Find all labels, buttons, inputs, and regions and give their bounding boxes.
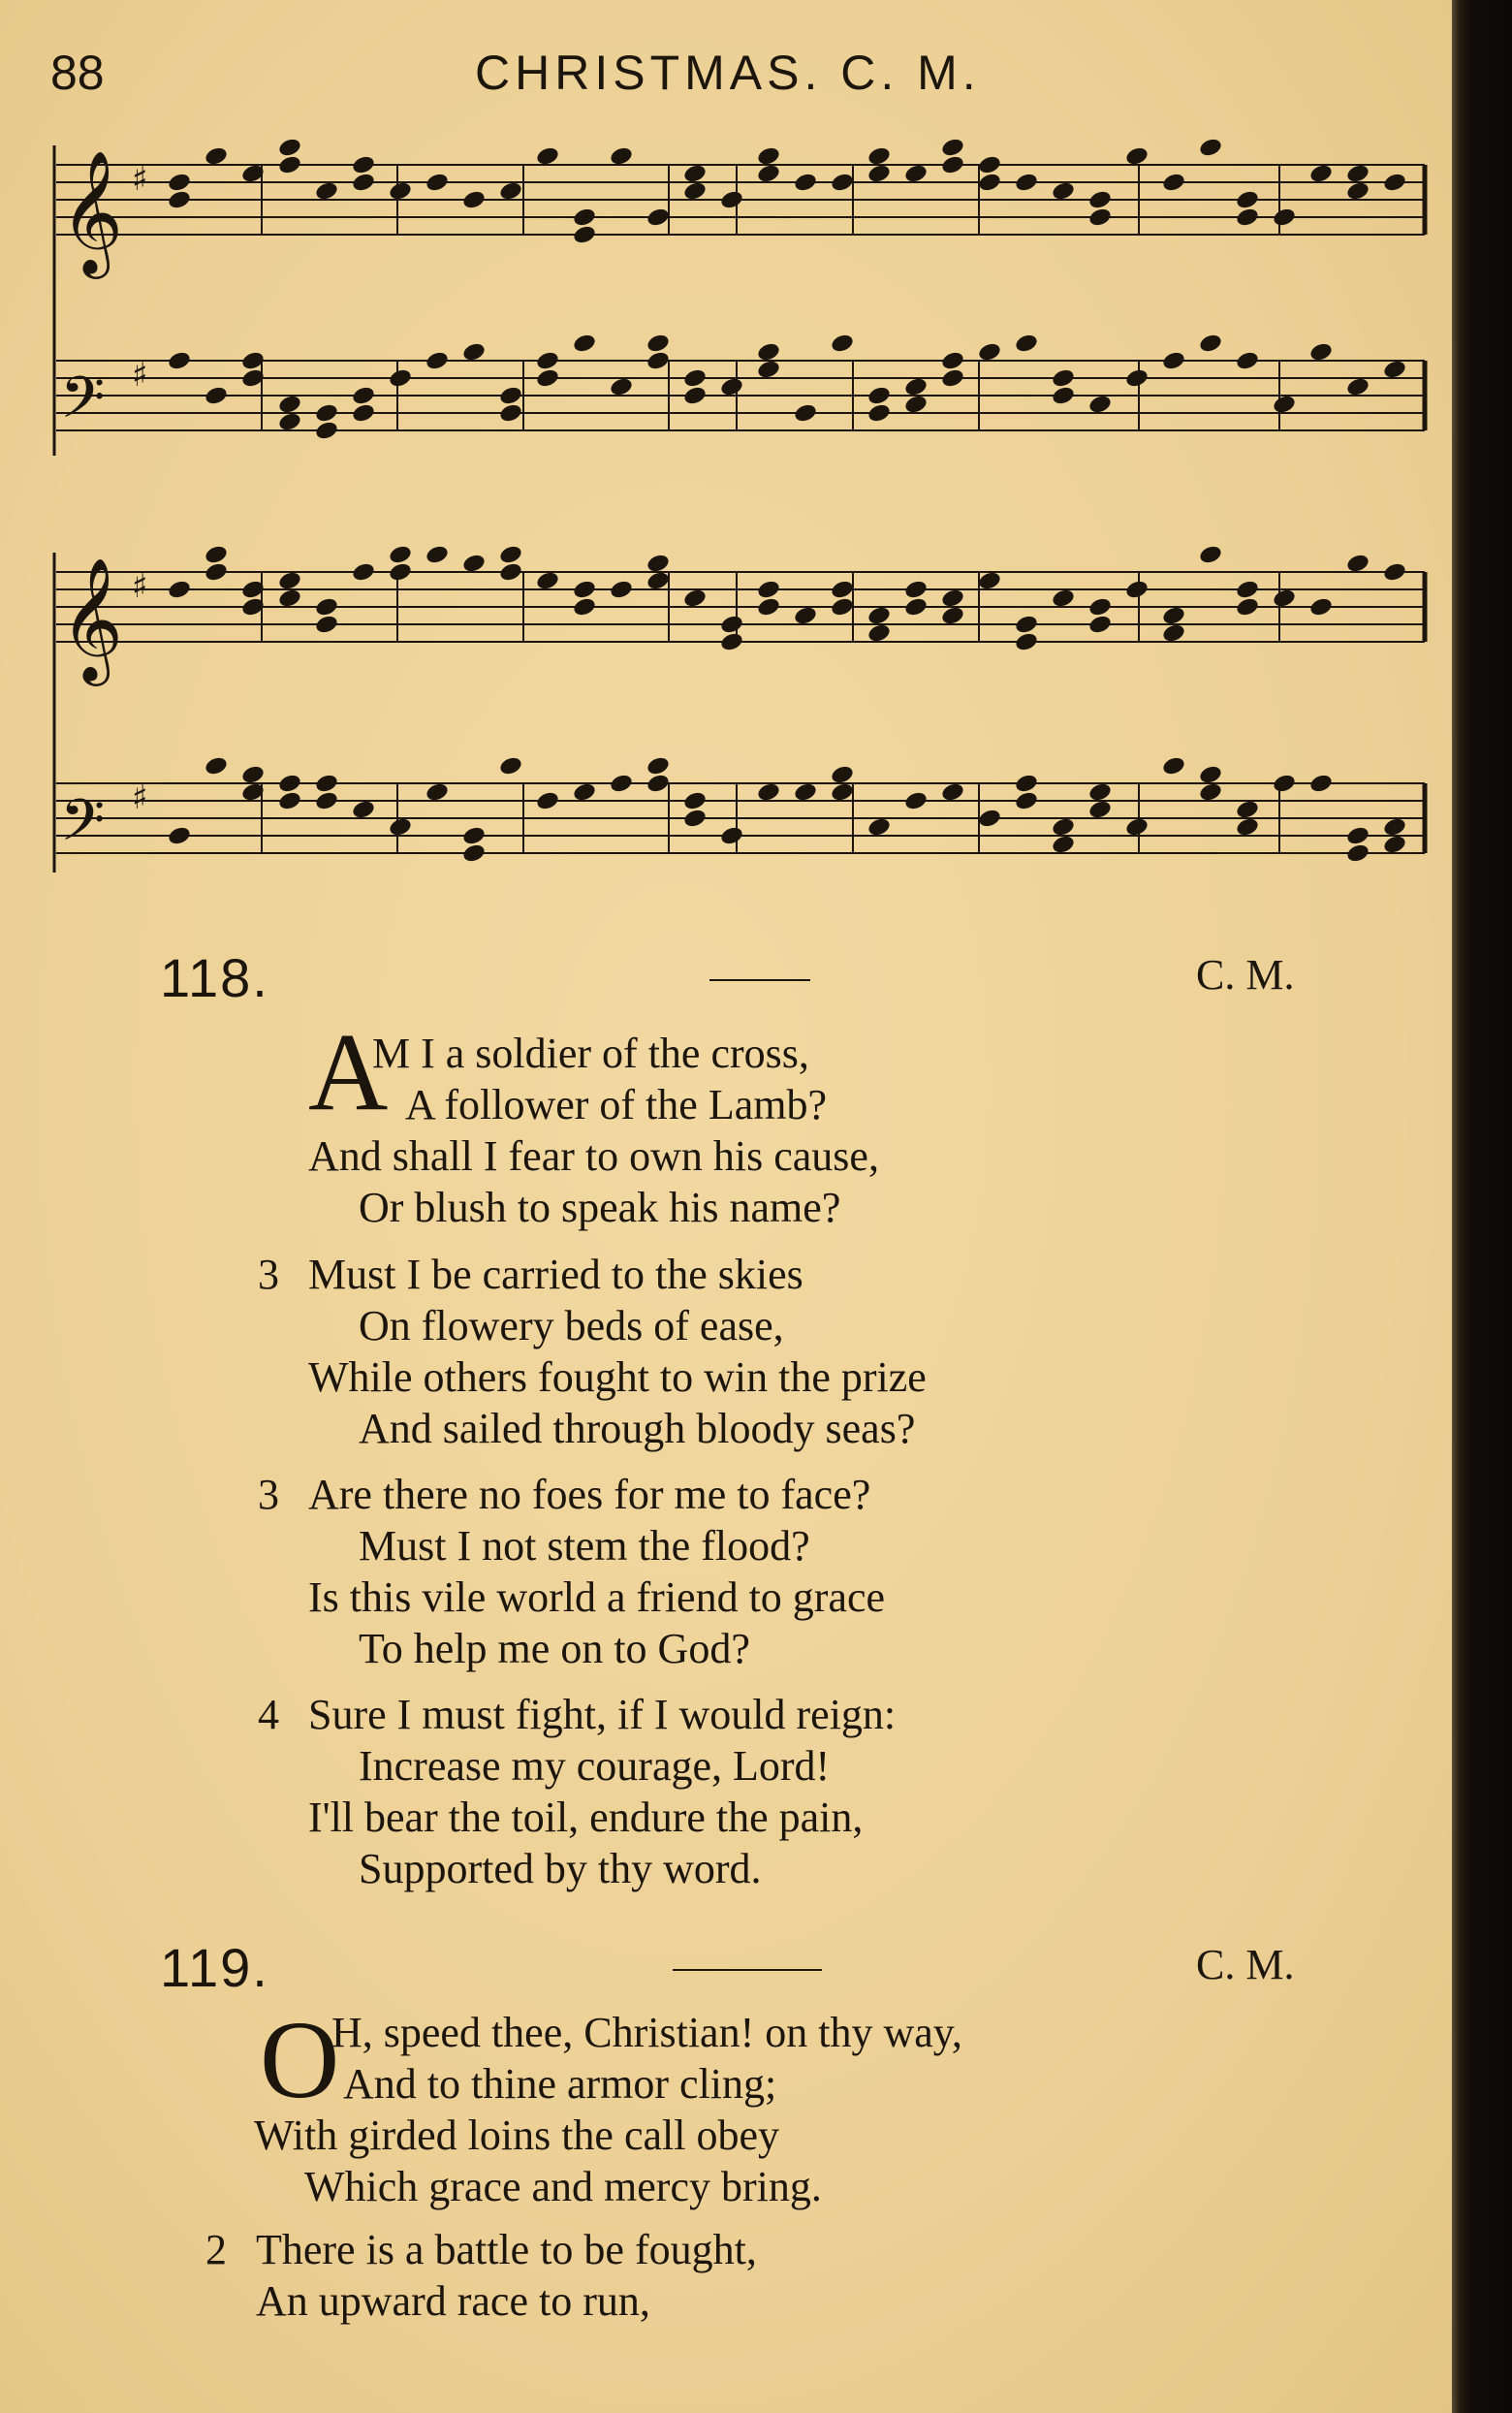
note-head <box>1382 816 1407 838</box>
drop-cap: A <box>308 1010 389 1133</box>
note-head <box>903 163 929 184</box>
note-head <box>682 385 708 406</box>
note-head <box>646 570 671 591</box>
note-head <box>1345 376 1370 397</box>
treble-clef-icon: 𝄞 <box>60 149 124 273</box>
note-head <box>793 605 818 626</box>
note-head <box>167 825 192 846</box>
note-head <box>719 614 744 635</box>
note-head <box>1308 596 1334 618</box>
note-head <box>830 781 855 803</box>
verse-line: I'll bear the toil, endure the pain, <box>308 1794 864 1841</box>
note-head <box>572 206 597 228</box>
bass-clef-icon: 𝄢 <box>60 364 106 445</box>
verse-line: Increase my courage, Lord! <box>359 1742 831 1790</box>
note-head <box>866 385 892 406</box>
note-head <box>977 808 1002 829</box>
note-head <box>167 189 192 210</box>
verse-line: And shall I fear to own his cause, <box>308 1132 879 1180</box>
note-head <box>756 579 781 600</box>
note-head <box>1161 172 1186 193</box>
note-head <box>314 402 339 424</box>
note-head <box>204 561 229 583</box>
note-head <box>461 341 487 363</box>
note-head <box>903 376 929 397</box>
note-head <box>1345 553 1370 574</box>
note-head <box>314 614 339 635</box>
note-head <box>425 172 450 193</box>
note-head <box>977 172 1002 193</box>
note-head <box>351 385 376 406</box>
verse-line: An upward race to run, <box>256 2277 650 2325</box>
sharp-icon: ♯ <box>132 567 148 606</box>
note-head <box>940 137 965 158</box>
verse-line: And to thine armor cling; <box>343 2060 777 2108</box>
note-head <box>1124 579 1150 600</box>
note-head <box>535 367 560 389</box>
note-head <box>793 781 818 803</box>
note-head <box>1014 614 1039 635</box>
note-head <box>388 367 413 389</box>
note-head <box>1087 394 1113 415</box>
hymn-118-heading <box>0 946 1454 1014</box>
note-head <box>1051 367 1076 389</box>
note-head <box>1051 385 1076 406</box>
verse-number: 3 <box>258 1251 279 1298</box>
note-head <box>314 596 339 618</box>
note-head <box>756 596 781 618</box>
note-head <box>1051 834 1076 855</box>
note-head <box>498 755 523 777</box>
note-head <box>388 816 413 838</box>
note-head <box>1382 834 1407 855</box>
note-head <box>719 825 744 846</box>
note-head <box>940 350 965 371</box>
note-head <box>682 808 708 829</box>
note-head <box>572 224 597 245</box>
note-head <box>498 385 523 406</box>
verse-line: Sure I must fight, if I would reign: <box>308 1691 897 1738</box>
note-head <box>1014 333 1039 354</box>
note-head <box>1014 631 1039 652</box>
verse-line: To help me on to God? <box>359 1625 750 1672</box>
stanza-1 <box>308 1079 879 1233</box>
note-head <box>277 411 302 432</box>
note-head <box>314 180 339 202</box>
note-head <box>1124 367 1150 389</box>
note-head <box>1345 842 1370 864</box>
sharp-icon: ♯ <box>132 356 148 395</box>
note-head <box>977 341 1002 363</box>
note-head <box>535 350 560 371</box>
verse-line: And sailed through bloody seas? <box>359 1405 916 1452</box>
note-head <box>1051 587 1076 609</box>
note-head <box>1198 333 1223 354</box>
note-head <box>1014 172 1039 193</box>
note-head <box>866 816 892 838</box>
drop-cap: O <box>260 1998 340 2121</box>
note-head <box>1087 206 1113 228</box>
note-head <box>646 773 671 794</box>
hymn-meter: C. M. <box>1196 1941 1295 1988</box>
note-head <box>903 579 929 600</box>
running-title: CHRISTMAS. C. M. <box>475 46 981 100</box>
verse-line: Or blush to speak his name? <box>359 1184 841 1231</box>
treble-clef-icon: 𝄞 <box>60 556 124 681</box>
note-head <box>830 764 855 785</box>
note-head <box>167 172 192 193</box>
note-head <box>940 154 965 175</box>
note-head <box>903 596 929 618</box>
note-head <box>535 570 560 591</box>
note-head <box>682 163 708 184</box>
stanza-4 <box>258 1689 897 1894</box>
note-head <box>609 376 634 397</box>
note-head <box>1198 764 1223 785</box>
note-head <box>977 570 1002 591</box>
verse-line: H, speed thee, Christian! on thy way, <box>331 2009 962 2056</box>
verse-line: M I a soldier of the cross, <box>372 1030 809 1077</box>
note-head <box>1235 596 1260 618</box>
note-head <box>1087 189 1113 210</box>
note-head <box>277 137 302 158</box>
note-head <box>167 579 192 600</box>
note-head <box>1235 206 1260 228</box>
note-head <box>388 544 413 565</box>
note-head <box>756 163 781 184</box>
note-head <box>682 367 708 389</box>
note-head <box>425 544 450 565</box>
note-head <box>204 544 229 565</box>
note-head <box>461 842 487 864</box>
stanza-2 <box>205 2224 757 2327</box>
note-head <box>1235 579 1260 600</box>
note-head <box>756 359 781 380</box>
note-head <box>572 596 597 618</box>
note-head <box>1382 561 1407 583</box>
note-head <box>866 605 892 626</box>
note-head <box>1087 799 1113 820</box>
note-head <box>646 553 671 574</box>
note-head <box>277 154 302 175</box>
note-head <box>609 773 634 794</box>
note-head <box>1161 350 1186 371</box>
note-head <box>314 420 339 441</box>
note-head <box>646 755 671 777</box>
note-head <box>609 145 634 167</box>
hymn-meter: C. M. <box>1196 951 1295 999</box>
note-head <box>1345 825 1370 846</box>
note-head <box>977 154 1002 175</box>
note-head <box>461 189 487 210</box>
note-head <box>1308 341 1334 363</box>
note-head <box>351 561 376 583</box>
verse-line: Must I not stem the flood? <box>359 1522 810 1570</box>
note-head <box>903 790 929 811</box>
note-head <box>351 799 376 820</box>
note-head <box>277 570 302 591</box>
note-head <box>756 781 781 803</box>
note-head <box>535 145 560 167</box>
note-head <box>277 394 302 415</box>
note-head <box>1198 137 1223 158</box>
stanza-1 <box>254 2058 822 2212</box>
note-head <box>572 333 597 354</box>
note-head <box>1272 773 1297 794</box>
note-head <box>1087 596 1113 618</box>
verse-line: Supported by thy word. <box>359 1845 762 1892</box>
note-head <box>461 553 487 574</box>
page-number: 88 <box>50 46 105 100</box>
verse-line: Are there no foes for me to face? <box>308 1471 871 1518</box>
note-head <box>204 385 229 406</box>
note-head <box>277 790 302 811</box>
note-head <box>351 172 376 193</box>
note-head <box>425 350 450 371</box>
note-head <box>1235 350 1260 371</box>
note-head <box>1345 163 1370 184</box>
verse-line: Which grace and mercy bring. <box>304 2163 822 2210</box>
note-head <box>830 596 855 618</box>
note-head <box>1382 359 1407 380</box>
heading-rule <box>709 979 810 981</box>
note-head <box>1345 180 1370 202</box>
note-head <box>1014 790 1039 811</box>
note-head <box>1087 614 1113 635</box>
note-head <box>719 631 744 652</box>
note-head <box>1087 781 1113 803</box>
note-head <box>572 781 597 803</box>
note-head <box>498 180 523 202</box>
note-head <box>1235 816 1260 838</box>
bass-clef-icon: 𝄢 <box>60 786 106 868</box>
note-head <box>866 145 892 167</box>
note-head <box>646 333 671 354</box>
note-head <box>1124 145 1150 167</box>
note-head <box>719 376 744 397</box>
note-head <box>1382 172 1407 193</box>
verse-line: There is a battle to be fought, <box>256 2226 757 2273</box>
note-head <box>314 790 339 811</box>
verse-line: Must I be carried to the skies <box>308 1251 803 1298</box>
verse-number: 2 <box>205 2226 227 2273</box>
note-head <box>793 172 818 193</box>
music-notation <box>0 0 1512 950</box>
stanza-3 <box>258 1469 886 1674</box>
note-head <box>1308 773 1334 794</box>
note-head <box>1051 816 1076 838</box>
note-head <box>866 622 892 644</box>
note-head <box>1198 544 1223 565</box>
note-head <box>425 781 450 803</box>
note-head <box>756 341 781 363</box>
note-head <box>682 790 708 811</box>
note-head <box>1272 394 1297 415</box>
note-head <box>204 755 229 777</box>
note-head <box>1014 773 1039 794</box>
note-head <box>314 773 339 794</box>
verse-line: With girded loins the call obey <box>254 2111 779 2159</box>
note-head <box>903 394 929 415</box>
first-line <box>331 2007 962 2058</box>
note-head <box>609 579 634 600</box>
note-head <box>351 154 376 175</box>
verse-line: While others fought to win the prize <box>308 1353 927 1401</box>
note-head <box>830 333 855 354</box>
note-head <box>940 587 965 609</box>
stanza-2 <box>258 1249 927 1454</box>
note-head <box>940 781 965 803</box>
note-head <box>535 790 560 811</box>
note-head <box>1308 163 1334 184</box>
note-head <box>756 145 781 167</box>
note-head <box>1235 189 1260 210</box>
note-head <box>498 402 523 424</box>
hymn-119-heading <box>0 1936 1454 2004</box>
note-head <box>719 189 744 210</box>
note-head <box>682 587 708 609</box>
note-head <box>388 180 413 202</box>
note-head <box>388 561 413 583</box>
note-head <box>646 206 671 228</box>
note-head <box>498 561 523 583</box>
note-head <box>1272 206 1297 228</box>
note-head <box>1161 755 1186 777</box>
note-head <box>1161 622 1186 644</box>
note-head <box>1051 180 1076 202</box>
note-head <box>1161 605 1186 626</box>
note-head <box>167 350 192 371</box>
note-head <box>940 605 965 626</box>
note-head <box>830 172 855 193</box>
note-head <box>793 402 818 424</box>
verse-line: A follower of the Lamb? <box>405 1081 827 1128</box>
note-head <box>277 773 302 794</box>
verse-number: 4 <box>258 1691 279 1738</box>
note-head <box>682 180 708 202</box>
note-head <box>498 544 523 565</box>
note-head <box>830 579 855 600</box>
note-head <box>866 163 892 184</box>
note-head <box>240 764 266 785</box>
note-head <box>461 825 487 846</box>
note-head <box>1272 587 1297 609</box>
note-head <box>204 145 229 167</box>
note-head <box>277 587 302 609</box>
sharp-icon: ♯ <box>132 778 148 817</box>
note-head <box>940 367 965 389</box>
note-head <box>866 402 892 424</box>
note-head <box>351 402 376 424</box>
sharp-icon: ♯ <box>132 160 148 199</box>
note-head <box>572 579 597 600</box>
note-head <box>1235 799 1260 820</box>
note-head <box>1124 816 1150 838</box>
heading-rule <box>673 1969 822 1971</box>
verse-line: On flowery beds of ease, <box>359 1302 784 1349</box>
verse-number: 3 <box>258 1471 279 1518</box>
first-line <box>372 1028 809 1079</box>
hymn-number: 119. <box>160 1937 269 1998</box>
verse-line: Is this vile world a friend to grace <box>308 1573 886 1621</box>
note-head <box>1198 781 1223 803</box>
hymn-number: 118. <box>160 947 269 1008</box>
note-head <box>646 350 671 371</box>
